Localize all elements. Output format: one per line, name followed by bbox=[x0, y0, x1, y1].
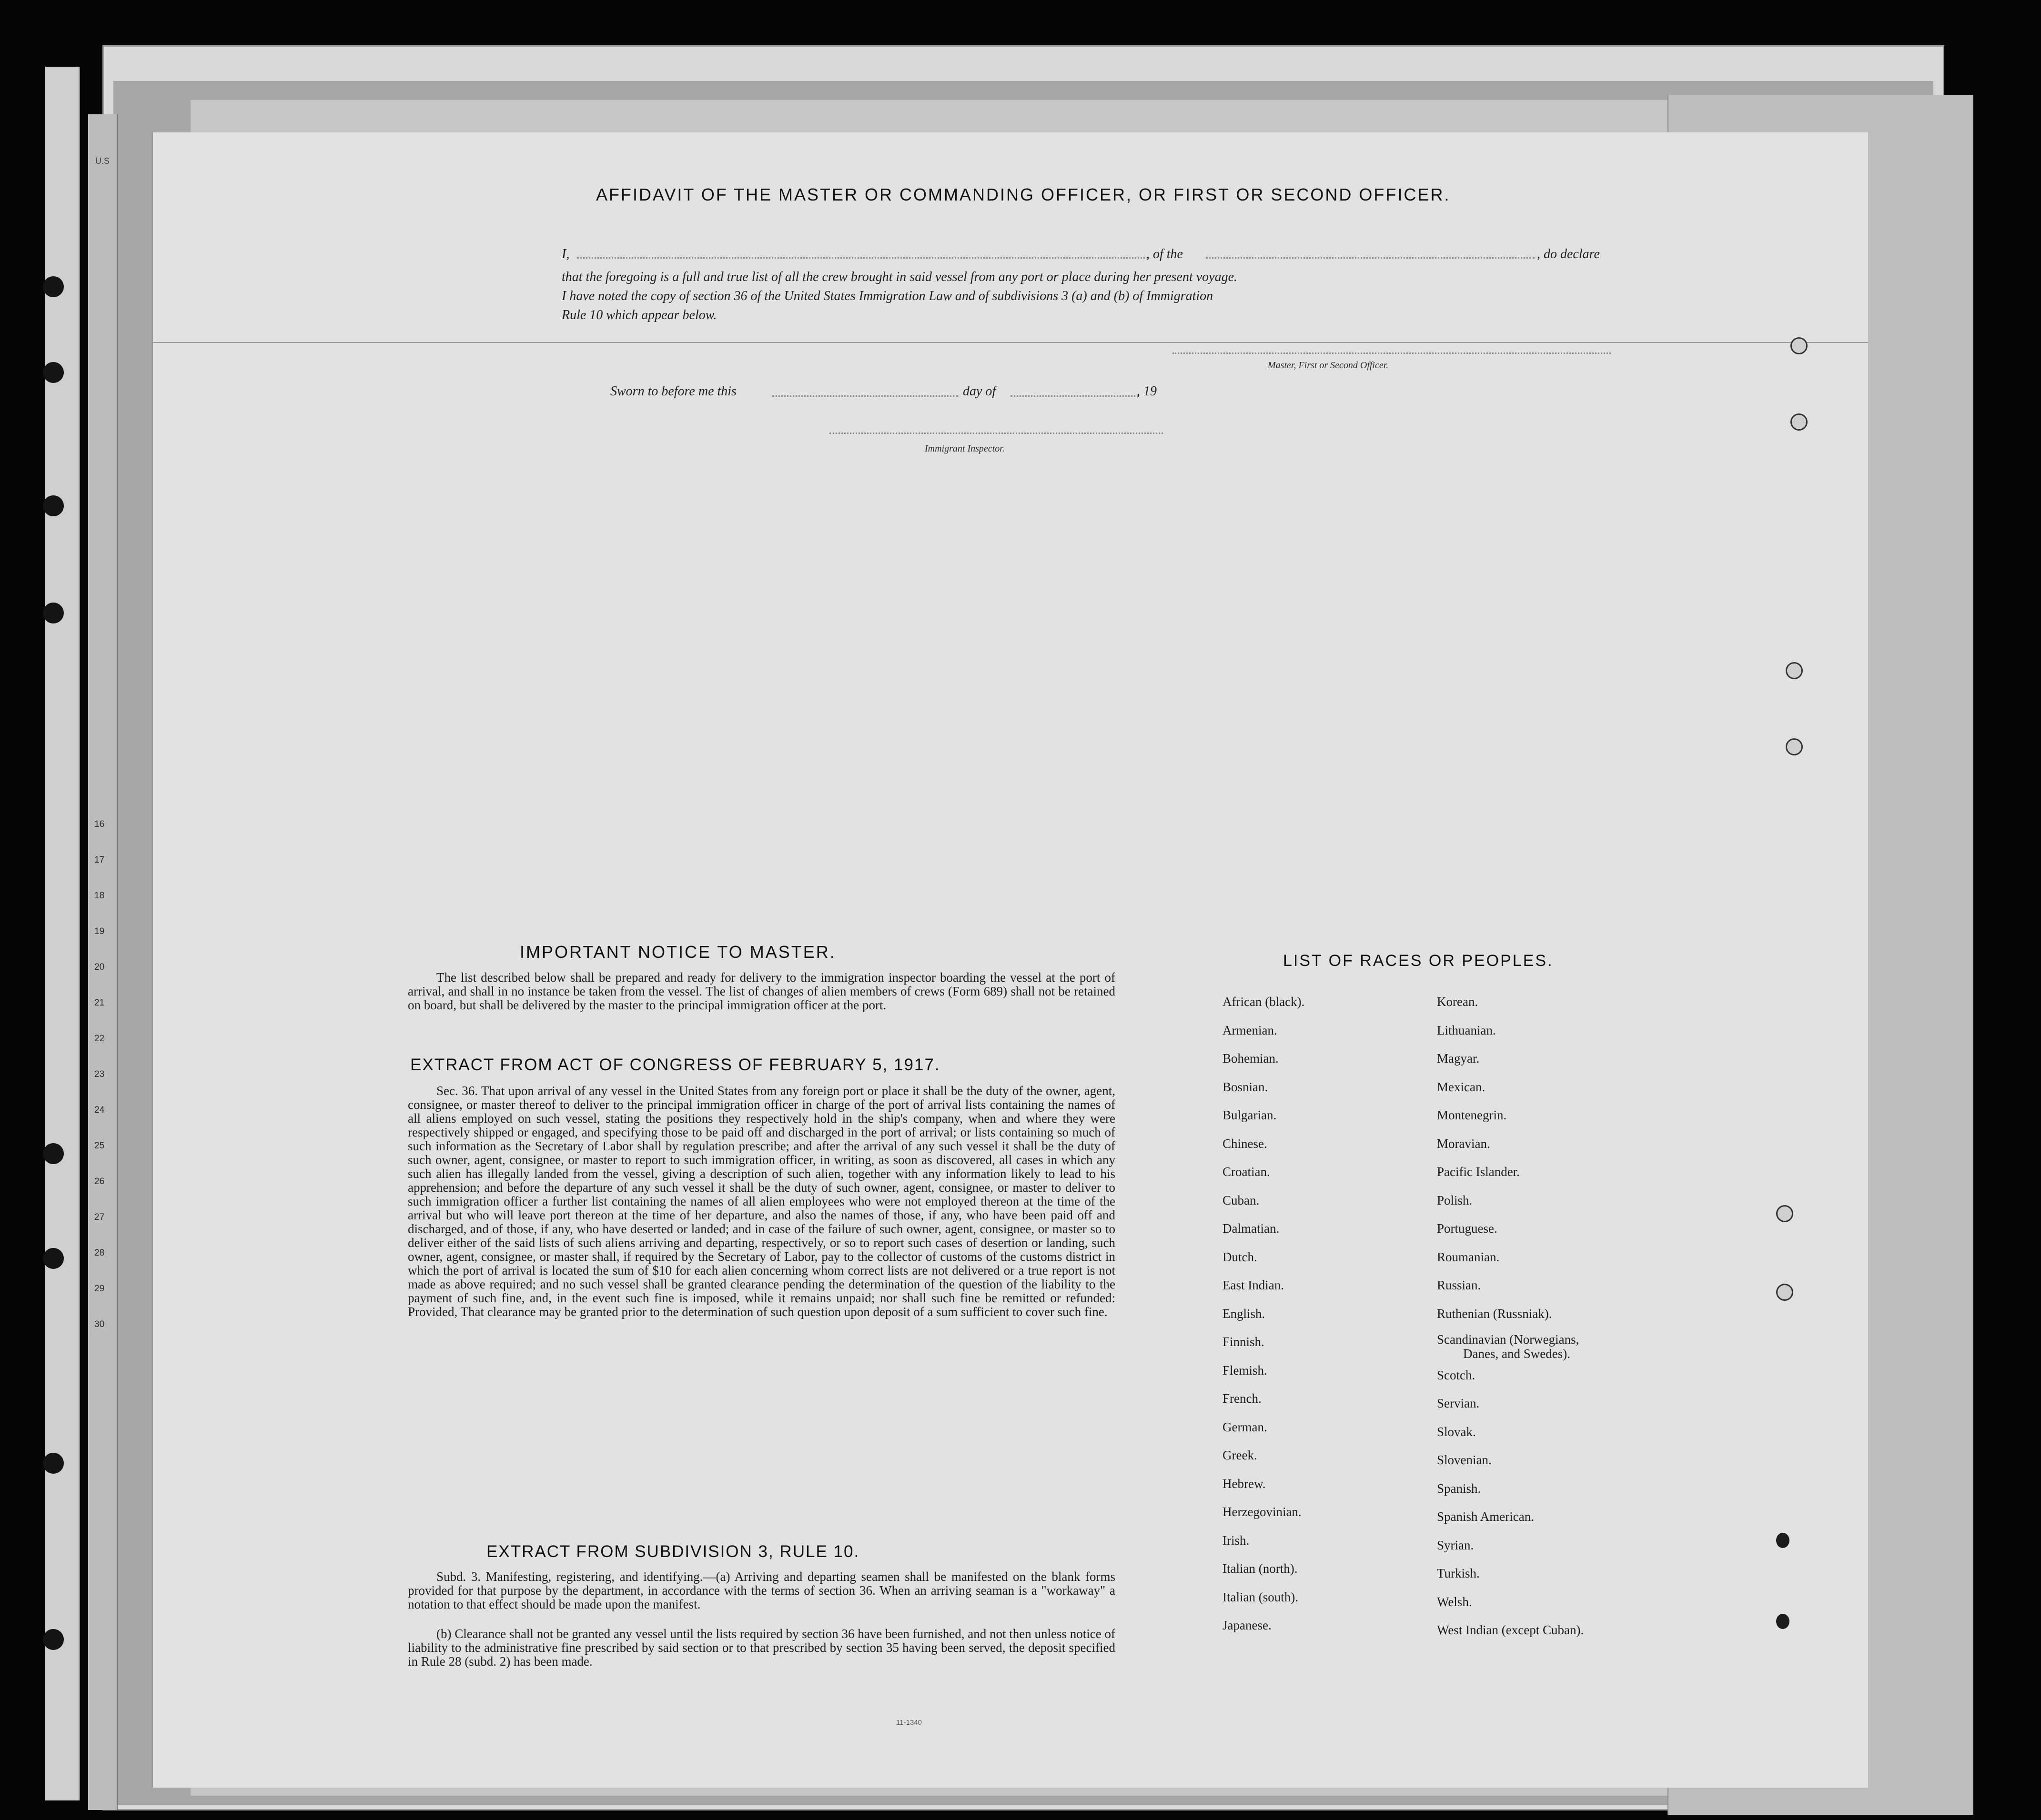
notice-text: The list described below shall be prepared and ready for delivery to the immigration inspector boarding the vessel at the port of arrival, and shall in no instance be taken from the vessel. The list of changes of alien members of crews (Form 689) shall not be retained on board, but shall be delivered by the master to the principal immigration officer at the port. bbox=[408, 970, 1115, 1012]
race-item: Turkish. bbox=[1437, 1566, 1480, 1580]
binder-ring bbox=[1776, 1205, 1793, 1222]
race-item: Polish. bbox=[1437, 1193, 1473, 1207]
race-item: French. bbox=[1223, 1391, 1262, 1406]
race-item: Lithuanian. bbox=[1437, 1023, 1496, 1037]
race-item: Magyar. bbox=[1437, 1051, 1480, 1066]
left-page-strip bbox=[45, 67, 80, 1800]
race-item: Italian (north). bbox=[1223, 1561, 1298, 1576]
race-item: Russian. bbox=[1437, 1278, 1481, 1292]
race-item: Welsh. bbox=[1437, 1594, 1472, 1609]
binder-hole bbox=[43, 1629, 64, 1650]
race-item: Chinese. bbox=[1223, 1136, 1267, 1151]
race-item: Slovak. bbox=[1437, 1424, 1476, 1439]
race-item: Irish. bbox=[1223, 1533, 1250, 1548]
race-item: Cuban. bbox=[1223, 1193, 1260, 1207]
ruled-line bbox=[153, 342, 1868, 343]
master-signature-caption: Master, First or Second Officer. bbox=[1268, 360, 1389, 371]
race-item: Herzegovinian. bbox=[1223, 1505, 1302, 1519]
binder-ring bbox=[1790, 413, 1808, 431]
race-item: Korean. bbox=[1437, 995, 1478, 1009]
affidavit-line2: that the foregoing is a full and true list of all the crew brought in said vessel from any port or place during her present voyage. bbox=[562, 270, 1238, 284]
binder-hole bbox=[43, 1143, 64, 1164]
race-item: Ruthenian (Russniak). bbox=[1437, 1306, 1552, 1321]
extract-rule-text-a: Subd. 3. Manifesting, registering, and identifying.—(a) Arriving and departing seamen shall be manifested on the blank forms provided for that purpose by the department, in accordance with the terms of section 36. When an arriving seaman is a "workaway" a notation to that effect should be made upon the manifest. bbox=[408, 1569, 1115, 1611]
race-item: Dalmatian. bbox=[1223, 1221, 1280, 1236]
margin-number-column bbox=[94, 819, 113, 1355]
affidavit-line3: I have noted the copy of section 36 of the United States Immigration Law and of subdivisions 3 (a) and (b) of Immigration bbox=[562, 289, 1213, 303]
master-name-line bbox=[577, 257, 1149, 259]
margin-number: 29 bbox=[94, 1284, 105, 1294]
binder-ring bbox=[1790, 337, 1808, 354]
form-code: 11-1340 bbox=[896, 1719, 922, 1727]
sworn-year: , 19 bbox=[1137, 384, 1157, 399]
race-item: Flemish. bbox=[1223, 1363, 1267, 1378]
race-item: Italian (south). bbox=[1223, 1589, 1298, 1604]
margin-number: 20 bbox=[94, 962, 105, 972]
race-item: Moravian. bbox=[1437, 1136, 1490, 1151]
margin-number: 26 bbox=[94, 1176, 105, 1187]
margin-number: 27 bbox=[94, 1212, 105, 1222]
affidavit-title: AFFIDAVIT OF THE MASTER OR COMMANDING OFFICER, OR FIRST OR SECOND OFFICER. bbox=[596, 185, 1451, 204]
binder-ring bbox=[1776, 1284, 1793, 1301]
race-item: East Indian. bbox=[1223, 1278, 1284, 1292]
race-item: Bohemian. bbox=[1223, 1051, 1279, 1066]
binder-hole bbox=[43, 495, 64, 516]
binder-hole bbox=[43, 276, 64, 297]
race-item: Mexican. bbox=[1437, 1079, 1485, 1094]
race-item: Montenegrin. bbox=[1437, 1108, 1507, 1122]
race-item: Servian. bbox=[1437, 1396, 1480, 1410]
notice-title: IMPORTANT NOTICE TO MASTER. bbox=[520, 942, 836, 962]
sworn-day-of: day of bbox=[963, 384, 996, 399]
extract-act-text: Sec. 36. That upon arrival of any vessel in the United States from any foreign port or place it shall be the duty of the owner, agent, consignee, or master thereof to deliver to the principal immigration officer in charge of the port of arrival lists containing the names of all aliens employed on such vessel, stating the positions they respectively hold in the ship's company, when and where they were respectively shipped or engaged, and specifying those to be paid off and discharged in the port of arrival; or lists containing so much of such information as the Secretary of Labor shall by regulation prescribe; and after the arrival of any such vessel it shall be the duty of such owner, agent, consignee, or master to report to such immigration officer, in writing, as soon as discovered, all cases in which any such alien has illegally landed from the vessel, giving a description of such alien, together with any information likely to lead to his apprehension; and before the departure of any such vessel it shall be the duty of such owner, agent, consignee, or master to deliver to such immigration officer a further list containing the names of all alien employees who were not employed thereon at the time of the arrival but who will leave port thereon at the time of her departure, and also the names of those, if any, who have been paid off and discharged, and of those, if any, who have deserted or landed; and in case of the failure of such owner, agent, consignee, or master so to deliver either of the said lists of such aliens arriving and departing, respectively, or so to report such cases of desertion or landing, such owner, agent, consignee, or master shall, if required by the Secretary of Labor, pay to the collector of customs of the customs district in which the port of arrival is located the sum of $10 for each alien concerning whom correct lists are not delivered or a true report is not made as above required; and no such vessel shall be granted clearance pending the determination of the question of the liability to the payment of such fine, and, in the event such fine is imposed, while it remains unpaid; nor shall such fine be remitted or refunded: Provided, That clearance may be granted prior to the determination of such question upon deposit of a sum sufficient to cover such fine. bbox=[408, 1084, 1115, 1319]
race-item: Slovenian. bbox=[1437, 1453, 1492, 1467]
margin-number: 18 bbox=[94, 891, 105, 901]
race-item: West Indian (except Cuban). bbox=[1437, 1623, 1584, 1637]
sworn-text: Sworn to before me this bbox=[610, 384, 737, 399]
margin-number: 22 bbox=[94, 1034, 105, 1044]
race-item: African (black). bbox=[1223, 995, 1305, 1009]
binder-hole bbox=[43, 362, 64, 383]
race-item: Dutch. bbox=[1223, 1249, 1257, 1264]
extract-rule-text-b: (b) Clearance shall not be granted any vessel until the lists required by section 36 have been furnished, and not then unless notice of liability to the administrative fine prescribed by said section or to that prescribed by section 35 having been served, the deposit specified in Rule 28 (subd. 2) has been made. bbox=[408, 1627, 1115, 1669]
margin-number: 24 bbox=[94, 1105, 105, 1115]
extract-act-title: EXTRACT FROM ACT OF CONGRESS OF FEBRUARY 5, 1917. bbox=[410, 1056, 940, 1074]
affidavit-of-the: , of the bbox=[1146, 247, 1183, 261]
race-item: Japanese. bbox=[1223, 1618, 1272, 1632]
margin-number: 19 bbox=[94, 926, 105, 936]
margin-number: 28 bbox=[94, 1248, 105, 1258]
binder-hole bbox=[43, 1248, 64, 1269]
race-item: Spanish. bbox=[1437, 1481, 1481, 1496]
binder-ring bbox=[1786, 662, 1803, 679]
binder-hole bbox=[43, 603, 64, 623]
margin-number: 21 bbox=[94, 998, 105, 1008]
affidavit-do-declare: , do declare bbox=[1537, 247, 1600, 261]
margin-number: 16 bbox=[94, 819, 105, 829]
affidavit-line4: Rule 10 which appear below. bbox=[562, 308, 717, 322]
race-item: English. bbox=[1223, 1306, 1265, 1321]
master-signature-line bbox=[1172, 352, 1611, 354]
race-item: Spanish American. bbox=[1437, 1509, 1534, 1524]
binder-hole bbox=[43, 1453, 64, 1474]
binder-hole bbox=[1776, 1533, 1789, 1548]
race-item: Syrian. bbox=[1437, 1538, 1474, 1552]
sworn-month-line bbox=[1010, 395, 1139, 397]
race-item: Hebrew. bbox=[1223, 1476, 1266, 1491]
races-title: LIST OF RACES OR PEOPLES. bbox=[1283, 952, 1554, 970]
affidavit-line1-i: I, bbox=[562, 247, 570, 261]
race-item: Pacific Islander. bbox=[1437, 1165, 1520, 1179]
race-item: Finnish. bbox=[1223, 1335, 1264, 1349]
race-item: Greek. bbox=[1223, 1448, 1257, 1462]
binder-ring bbox=[1786, 738, 1803, 755]
vessel-name-line bbox=[1206, 257, 1535, 259]
inspector-signature-line bbox=[829, 432, 1163, 434]
margin-mark: U.S bbox=[95, 156, 110, 166]
race-item: Croatian. bbox=[1223, 1165, 1270, 1179]
margin-number: 25 bbox=[94, 1141, 105, 1151]
race-item: Danes, and Swedes). bbox=[1463, 1346, 1570, 1361]
race-item: Scandinavian (Norwegians, bbox=[1437, 1332, 1579, 1347]
race-item: Bosnian. bbox=[1223, 1079, 1268, 1094]
binder-hole bbox=[1776, 1614, 1789, 1629]
race-item: Scotch. bbox=[1437, 1368, 1475, 1382]
extract-rule-title: EXTRACT FROM SUBDIVISION 3, RULE 10. bbox=[486, 1542, 860, 1561]
race-item: German. bbox=[1223, 1419, 1267, 1434]
sworn-day-line bbox=[772, 395, 958, 397]
race-item: Roumanian. bbox=[1437, 1249, 1500, 1264]
margin-number: 23 bbox=[94, 1069, 105, 1079]
margin-number: 30 bbox=[94, 1319, 105, 1329]
race-item: Armenian. bbox=[1223, 1023, 1277, 1037]
manifest-page bbox=[152, 132, 1868, 1788]
race-item: Portuguese. bbox=[1437, 1221, 1497, 1236]
race-item: Bulgarian. bbox=[1223, 1108, 1277, 1122]
inspector-caption: Immigrant Inspector. bbox=[925, 443, 1005, 454]
margin-number: 17 bbox=[94, 855, 105, 865]
